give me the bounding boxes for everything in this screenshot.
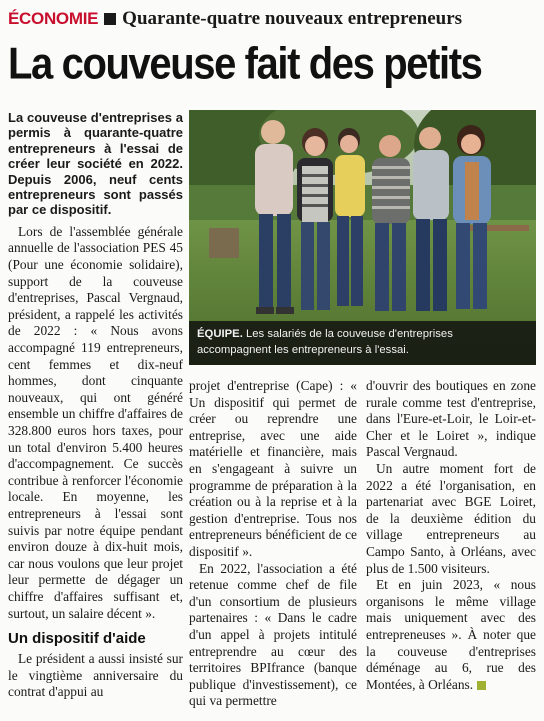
team-photo [189, 110, 536, 365]
headline: La couveuse fait des petits [8, 39, 482, 89]
black-square-icon [104, 13, 116, 25]
article-column-1 [8, 110, 183, 701]
section-rubric [8, 6, 462, 32]
body-paragraph: projet d'entreprise (Cape) : « Un dispositif qui permet de créer ou reprendre une entreprise, avec une aide matérielle et financière, mais en s'engageant à suivre un programme de préparation à la création ou à la reprise et à la gestion d'entreprise. Tous nos entrepreneurs bénéficient de ce dispositif ». [189, 378, 357, 559]
section-label: ÉCONOMIE [8, 9, 99, 28]
body-paragraph: Un autre moment fort de 2022 a été l'organisation, en partenariat avec BGE Loiret, de la deuxième édition du village entrepreneurs au Campo Santo, à Orléans, avec plus de 1.500 visiteurs. [366, 460, 536, 576]
article-column-3 [366, 378, 536, 693]
closing-text: Et en juin 2023, « nous organisons le même village mais uniquement avec des entrepreneuses ». À noter que la couveuse d'entreprises déménage au 6, rue des Montées, à Orléans. [366, 577, 536, 692]
article-column-2 [189, 378, 357, 710]
body-paragraph: En 2022, l'association a été retenue comme chef de file d'un consortium de plusieurs partenaires : « Dans le cadre d'un appel à projets intitulé entreprendre au cœur des territoires BPIfrance (banque publique d'investissement), ce qui va permettre [189, 560, 357, 709]
photo-caption [189, 321, 536, 365]
body-paragraph [366, 577, 536, 693]
body-paragraph: Le président a aussi insisté sur le vingtième anniversaire du contrat d'appui au [8, 651, 183, 700]
lead-paragraph: La couveuse d'entreprises a permis à quarante-quatre entrepreneurs à l'essai de créer leur société en 2022. Depuis 2006, neuf cents entrepreneurs sont passés par ce dispositif. [8, 110, 183, 218]
end-of-article-icon [477, 681, 486, 690]
rubric-topic: Quarante-quatre nouveaux entrepreneurs [122, 8, 463, 29]
body-paragraph: d'ouvrir des boutiques en zone rurale comme test d'entreprise, dans l'Eure-et-Loir, le Loir-et-Cher et le Loiret », indique Pascal Vergnaud. [366, 378, 536, 460]
subheading: Un dispositif d'aide [8, 630, 146, 648]
caption-label: ÉQUIPE. [197, 328, 243, 340]
caption-text: Les salariés de la couveuse d'entreprises accompagnent les entrepreneurs à l'essai. [197, 328, 453, 356]
body-paragraph: Lors de l'assemblée générale annuelle de l'association PES 45 (Pour une économie solidaire), support de la couveuse d'entreprises, Pascal Vergnaud, président, a rappelé les activités de 2022 : « Nous avons accompagné 119 entrepreneurs, cent femmes et dix-neuf hommes, dont cinquante nouveaux, qui ont généré ensemble un chiffre d'affaires de 328.800 euros hors taxes, pour un total d'environ 5.400 heures d'accompagnement. Ce succès contribue à renforcer l'économie locale. En moyenne, les entrepreneurs à l'essai sont suivis par notre équipe pendant environ douze à dix-huit mois, car nous voulons que leur projet leur permette de dégager un chiffre d'affaires suffisant et, surtout, un salaire décent ». [8, 223, 183, 621]
